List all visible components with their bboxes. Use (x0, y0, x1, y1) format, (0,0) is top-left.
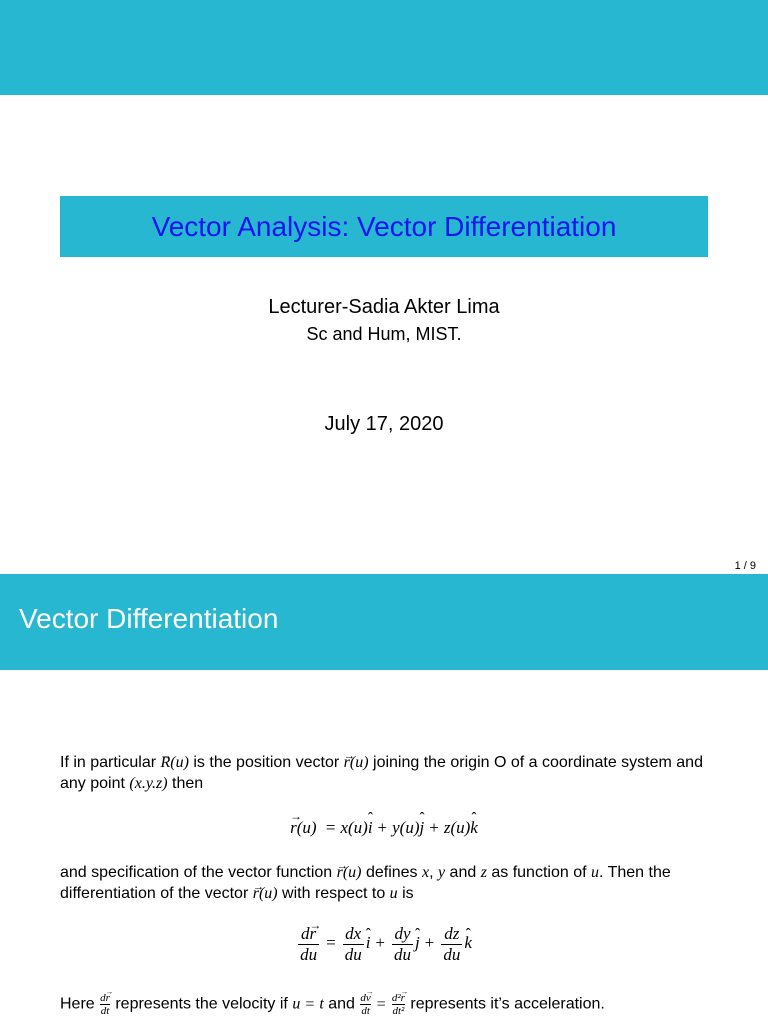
vector-r: → r (337, 864, 343, 881)
unit-i: ˆ i (366, 933, 371, 952)
math-u: u (389, 885, 398, 902)
math-point: (x.y.z) (129, 775, 168, 792)
paragraph-position-vector (60, 752, 710, 794)
paragraph-velocity-acceleration (60, 992, 710, 1017)
math-u: (u) (349, 754, 369, 771)
text-run: and specification of the vector function (60, 864, 337, 881)
unit-j: ˆ j (415, 933, 420, 952)
equation-position-vector (0, 818, 768, 838)
math-x: x(u) (340, 818, 368, 837)
math-t: t (319, 995, 324, 1013)
math-d: d (360, 992, 366, 1004)
math-y: y (437, 864, 446, 881)
math-u: (u) (170, 754, 189, 771)
math-du: du (300, 945, 318, 964)
math-dz: dz (441, 924, 462, 945)
math-x: x (421, 864, 430, 881)
unit-i: ˆ i (368, 818, 373, 837)
text-run: is the position vector (188, 754, 344, 771)
math-dx: dx (343, 924, 364, 945)
text-run: and (445, 864, 481, 881)
math-dt: dt (100, 1005, 110, 1017)
text-run: as function of (486, 864, 591, 881)
fraction-dx-du (343, 924, 364, 965)
equals-sign: = (325, 818, 336, 837)
slide1-header-band (0, 0, 768, 95)
paragraph-specification (60, 862, 710, 904)
text-run: represents it’s acceleration. (405, 995, 605, 1013)
equals-sign: = (376, 995, 386, 1013)
math-u: (u) (258, 885, 278, 902)
math-y: y(u) (392, 818, 420, 837)
vector-r: → r (253, 885, 259, 902)
math-dy: dy (392, 924, 413, 945)
vector-r: → r (344, 754, 350, 771)
math-z: z(u) (443, 818, 471, 837)
slide1-title: Vector Analysis: Vector Differentiation (151, 210, 617, 242)
text-run: with respect to (277, 885, 390, 902)
fraction-dr-dt (100, 992, 110, 1017)
vector-v: → v (366, 992, 371, 1004)
unit-k: ˆ k (470, 818, 478, 837)
math-du: du (443, 945, 461, 964)
text-run: joining the origin O of a coordinate system and any point (60, 754, 703, 792)
unit-k: ˆ k (464, 933, 472, 952)
math-du: du (344, 945, 362, 964)
math-d: d (301, 924, 310, 943)
math-z: z (480, 864, 487, 881)
text-run: represents the velocity if (110, 995, 293, 1013)
slide2-title: Vector Differentiation (19, 603, 279, 634)
slide1-title-box (60, 196, 708, 257)
math-u: (u) (342, 864, 362, 881)
vector-r: → r (310, 924, 317, 943)
affiliation: Sc and Hum, MIST. (306, 324, 462, 344)
unit-j: ˆ j (420, 818, 425, 837)
fraction-dz-du (441, 924, 462, 965)
plus-sign: + (424, 933, 435, 953)
text-run: If in particular (60, 754, 161, 771)
vector-r: → r (401, 992, 405, 1004)
fraction-d2r-dt2 (392, 992, 405, 1017)
math-dt2: dt² (392, 1005, 405, 1017)
equals-sign: = (305, 995, 315, 1013)
text-run: , (429, 864, 438, 881)
math-arg: (u) (296, 818, 321, 837)
text-run: . Then the differentiation of the vector (60, 864, 671, 902)
text-run: is (397, 885, 414, 902)
plus-sign: + (429, 818, 439, 837)
date: July 17, 2020 (324, 413, 444, 435)
text-run: defines (361, 864, 422, 881)
plus-sign: + (377, 818, 388, 837)
text-run: Here (60, 995, 100, 1013)
text-run: then (167, 775, 204, 792)
fraction-dr-du (298, 924, 319, 965)
math-u: u (292, 995, 301, 1013)
equals-sign: = (326, 933, 336, 953)
fraction-dy-du (392, 924, 413, 965)
math-d: d (100, 992, 106, 1004)
text-run: and (323, 995, 360, 1013)
equation-derivative (0, 924, 768, 965)
math-d2: d² (391, 992, 401, 1004)
vector-R: → R (160, 754, 170, 771)
author: Lecturer-Sadia Akter Lima (268, 296, 500, 318)
math-du: du (394, 945, 412, 964)
fraction-dv-dt (360, 992, 370, 1017)
page-number: 1 / 9 (734, 560, 756, 572)
vector-r: → r (106, 992, 110, 1004)
plus-sign: + (375, 933, 386, 953)
math-dt: dt (361, 1005, 370, 1017)
vector-r: → r (290, 818, 297, 837)
math-u: u (590, 864, 599, 881)
